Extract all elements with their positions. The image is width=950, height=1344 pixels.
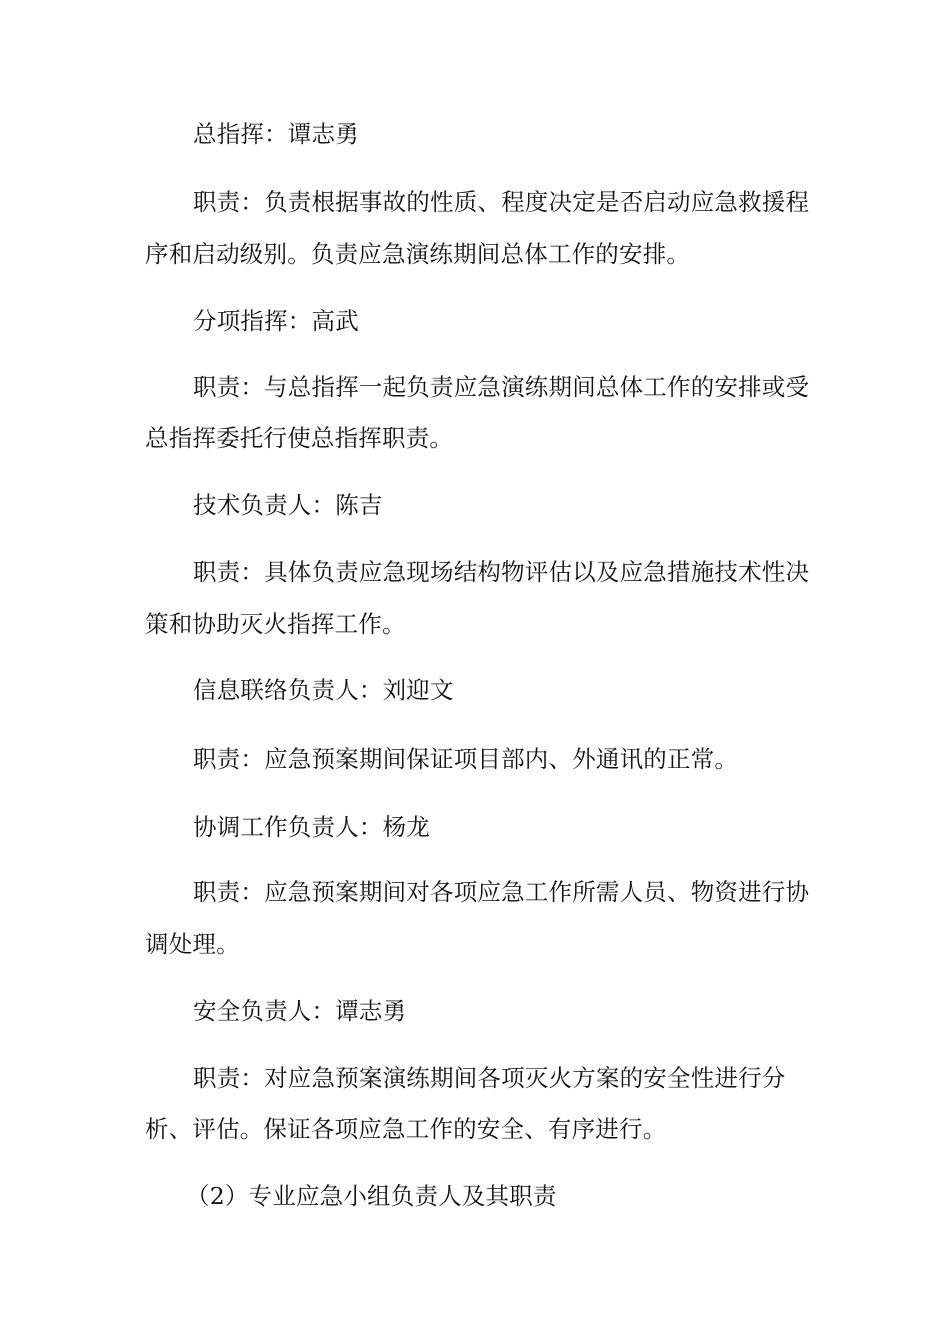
safety-lead-line: 安全负责人：谭志勇 — [193, 997, 407, 1025]
chief-commander-line: 总指挥：谭志勇 — [193, 120, 359, 148]
communication-lead-line: 信息联络负责人：刘迎文 — [193, 676, 454, 704]
chief-commander-duty-line-2: 序和启动级别。负责应急演练期间总体工作的安排。 — [145, 240, 691, 268]
section-heading: （2）专业应急小组负责人及其职责 — [186, 1182, 557, 1210]
coordination-lead-line: 协调工作负责人：杨龙 — [193, 813, 430, 841]
deputy-commander-line: 分项指挥：高武 — [193, 307, 359, 335]
coordination-lead-duty-line-1: 职责：应急预案期间对各项应急工作所需人员、物资进行协 — [193, 878, 810, 906]
safety-lead-duty-line-2: 析、评估。保证各项应急工作的安全、有序进行。 — [145, 1115, 667, 1143]
safety-lead-duty-line-1: 职责：对应急预案演练期间各项灭火方案的安全性进行分 — [193, 1064, 786, 1092]
technical-lead-duty-line-1: 职责：具体负责应急现场结构物评估以及应急措施技术性决 — [193, 558, 810, 586]
coordination-lead-duty-line-2: 调处理。 — [145, 930, 240, 958]
deputy-commander-duty-line-2: 总指挥委托行使总指挥职责。 — [145, 424, 454, 452]
chief-commander-duty-line-1: 职责：负责根据事故的性质、程度决定是否启动应急救援程 — [193, 188, 810, 216]
deputy-commander-duty-line-1: 职责：与总指挥一起负责应急演练期间总体工作的安排或受 — [193, 373, 810, 401]
technical-lead-duty-line-2: 策和协助灭火指挥工作。 — [145, 610, 406, 638]
communication-lead-duty-line: 职责：应急预案期间保证项目部内、外通讯的正常。 — [193, 745, 739, 773]
technical-lead-line: 技术负责人：陈吉 — [193, 491, 383, 519]
